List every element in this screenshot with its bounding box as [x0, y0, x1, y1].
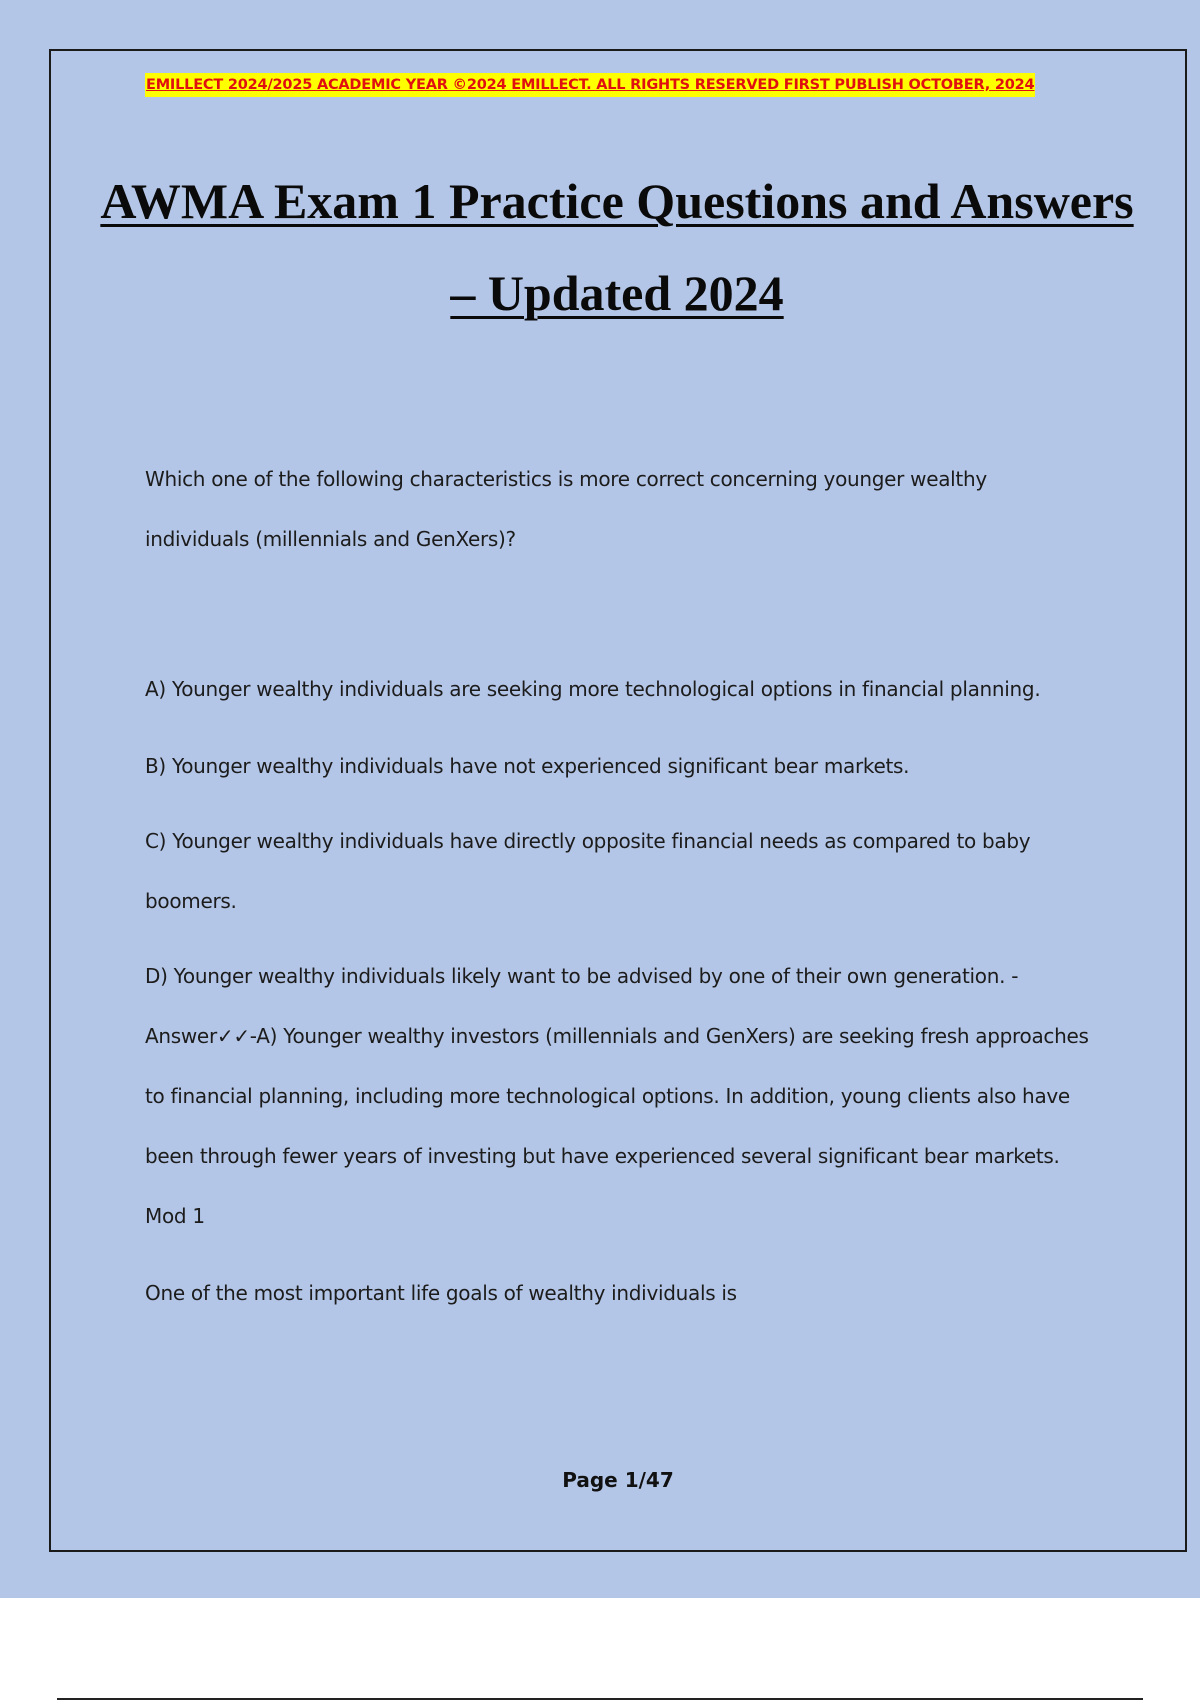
- copyright-banner: EMILLECT 2024/2025 ACADEMIC YEAR ©2024 EMILLECT. ALL RIGHTS RESERVED FIRST PUBLISH OCTOBER, 2024: [145, 73, 1035, 97]
- option-b: [145, 736, 1095, 796]
- page-number: Page 1/47: [562, 1468, 674, 1492]
- question-1-text: [145, 449, 1095, 569]
- option-c: [145, 811, 1095, 931]
- option-d-with-answer: [145, 946, 1095, 1246]
- option-d-text: D) Younger wealthy individuals likely want to be advised by one of their own generation. - Answer✓✓-A) Younger wealthy investors (millennials and GenXers) are seeking fresh approaches to financial planning, including more technological options. In addition, young clients also have been through fewer years of investing but have experienced several significant bear markets. Mod 1: [145, 964, 1089, 1228]
- question-1-stem: Which one of the following characteristics is more correct concerning younger wealthy individuals (millennials and GenXers)?: [145, 467, 987, 551]
- option-c-text: C) Younger wealthy individuals have directly opposite financial needs as compared to baby boomers.: [145, 829, 1031, 913]
- option-a: [145, 659, 1095, 719]
- question-2-stem: One of the most important life goals of wealthy individuals is: [145, 1281, 737, 1305]
- option-a-text: A) Younger wealthy individuals are seeking more technological options in financial planning.: [145, 677, 1041, 701]
- document-title: AWMA Exam 1 Practice Questions and Answers – Updated 2024: [100, 173, 1134, 321]
- question-2-text: [145, 1263, 1095, 1323]
- option-b-text: B) Younger wealthy individuals have not experienced significant bear markets.: [145, 754, 910, 778]
